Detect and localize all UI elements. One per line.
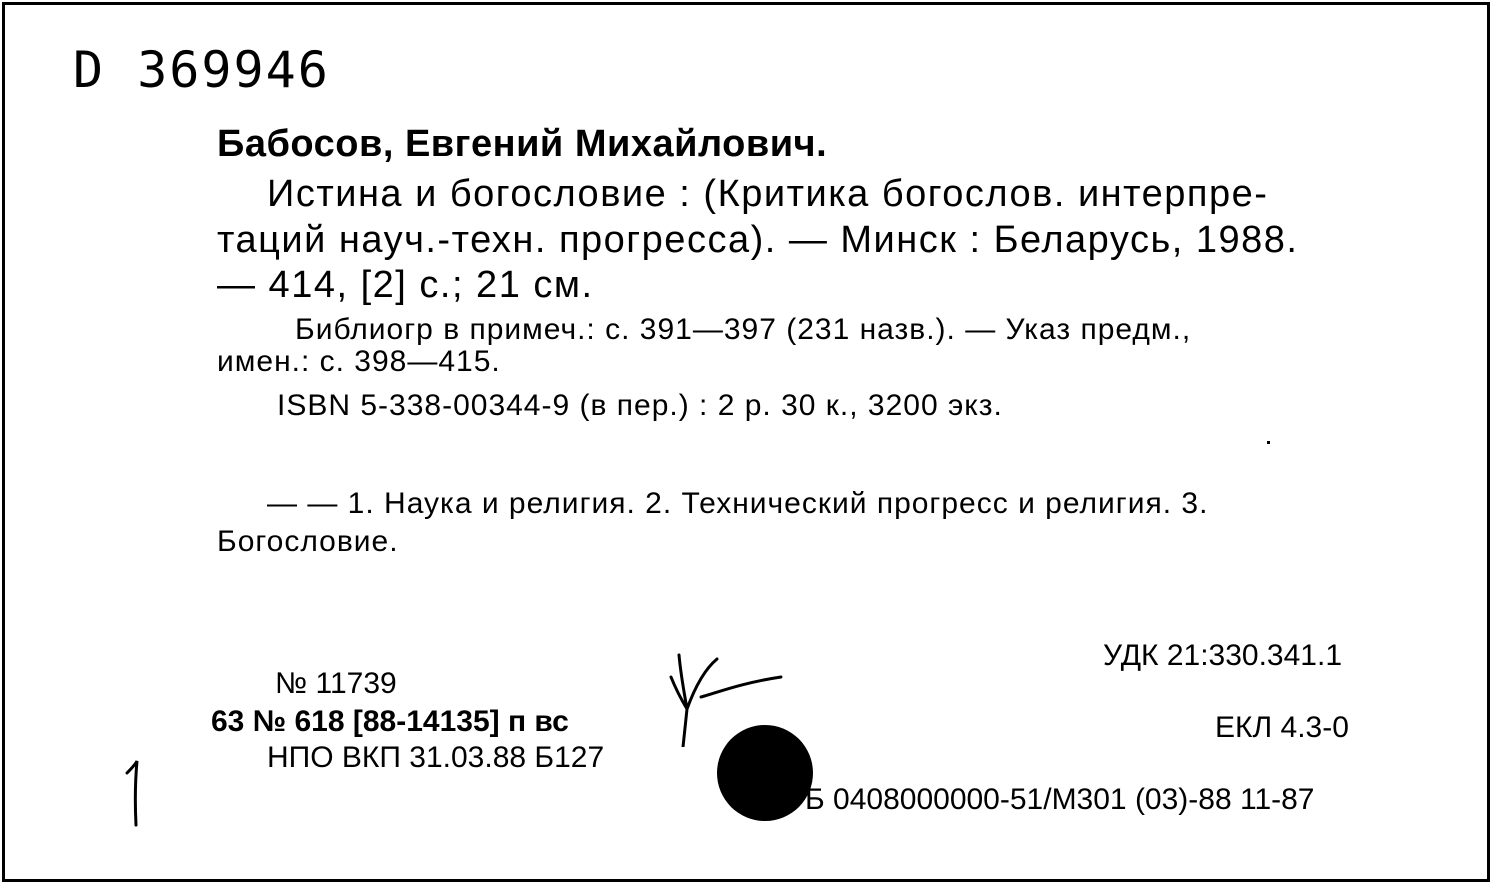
catalog-card: [2, 2, 1490, 882]
subjects-line-1: — — 1. Наука и религия. 2. Технический прогресс и религия. 3.: [267, 487, 1209, 520]
subjects-line-2: Богословие.: [217, 525, 399, 558]
handwritten-mark: [121, 759, 151, 829]
bibliography-note-line-2: имен.: с. 398—415.: [217, 345, 501, 378]
punch-hole: [717, 725, 813, 821]
speck: [1267, 441, 1270, 444]
udk-code: УДК 21:330.341.1: [1103, 639, 1343, 672]
bibliography-note-line-1: Библиогр в примеч.: с. 391—397 (231 назв.). — Указ предм.,: [295, 313, 1192, 346]
ekl-code: ЕКЛ 4.3-0: [1215, 711, 1349, 744]
title-line-2: таций науч.-техн. прогресса). — Минск : Беларусь, 1988.: [217, 219, 1299, 261]
title-line-1: Истина и богословие : (Критика богослов. интерпре-: [267, 173, 1269, 215]
call-number: D 369946: [73, 41, 330, 99]
registry-number: № 11739: [275, 667, 397, 700]
isbn-line: ISBN 5-338-00344-9 (в пер.) : 2 р. 30 к., 3200 экз.: [277, 389, 1003, 422]
registry-order: 63 № 618 [88-14135] п вс: [211, 705, 569, 738]
bbk-code: Б 0408000000-51/М301 (03)-88 11-87: [805, 783, 1315, 816]
author-heading: Бабосов, Евгений Михайлович.: [217, 123, 828, 165]
title-line-3: — 414, [2] с.; 21 см.: [217, 264, 594, 306]
registry-publisher: НПО ВКП 31.03.88 Б127: [267, 741, 605, 774]
